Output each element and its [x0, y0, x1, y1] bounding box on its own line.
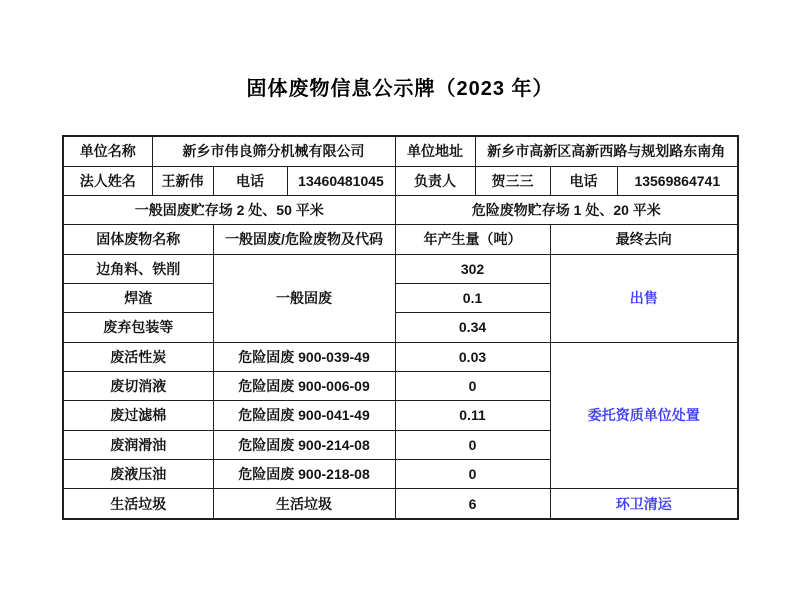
- legal-phone-value-cell: 13460481045: [287, 166, 395, 195]
- waste-category-header-cell: 一般固废/危险废物及代码: [213, 225, 395, 254]
- waste-name-cell: 废过滤棉: [63, 401, 213, 430]
- waste-category-cell: 危险固废 900-218-08: [213, 459, 395, 488]
- waste-amount-cell: 0: [395, 371, 550, 400]
- waste-name-cell: 废切消液: [63, 371, 213, 400]
- waste-name-cell: 废润滑油: [63, 430, 213, 459]
- waste-destination-header-cell: 最终去向: [550, 225, 738, 254]
- table-row: [63, 489, 738, 519]
- waste-destination-cell: 出售: [550, 254, 738, 342]
- table-row: [63, 254, 738, 283]
- waste-name-cell: 生活垃圾: [63, 489, 213, 519]
- legal-name-label-cell: 法人姓名: [63, 166, 152, 195]
- table-row: [63, 342, 738, 371]
- unit-addr-label-cell: 单位地址: [395, 136, 475, 166]
- waste-name-cell: 废液压油: [63, 459, 213, 488]
- waste-category-cell: 危险固废 900-006-09: [213, 371, 395, 400]
- manager-phone-value-cell: 13569864741: [617, 166, 738, 195]
- waste-amount-cell: 0: [395, 459, 550, 488]
- waste-category-cell: 危险固废 900-039-49: [213, 342, 395, 371]
- waste-name-cell: 边角料、铁削: [63, 254, 213, 283]
- unit-info-row: [63, 136, 738, 166]
- contact-info-row: [63, 166, 738, 195]
- waste-amount-header-cell: 年产生量（吨）: [395, 225, 550, 254]
- waste-name-cell: 废活性炭: [63, 342, 213, 371]
- waste-category-cell: 一般固废: [213, 254, 395, 342]
- waste-category-cell: 危险固废 900-041-49: [213, 401, 395, 430]
- storage-info-row: [63, 195, 738, 224]
- waste-amount-cell: 302: [395, 254, 550, 283]
- waste-name-cell: 废弃包装等: [63, 313, 213, 342]
- waste-category-cell: 危险固废 900-214-08: [213, 430, 395, 459]
- waste-name-cell: 焊渣: [63, 283, 213, 312]
- page-title: 固体废物信息公示牌（2023 年）: [246, 78, 554, 100]
- manager-phone-label-cell: 电话: [550, 166, 617, 195]
- waste-category-cell: 生活垃圾: [213, 489, 395, 519]
- waste-name-header-cell: 固体废物名称: [63, 225, 213, 254]
- waste-destination-cell: 委托资质单位处置: [550, 342, 738, 489]
- general-storage-cell: 一般固废贮存场 2 处、50 平米: [63, 195, 395, 224]
- legal-phone-label-cell: 电话: [213, 166, 287, 195]
- waste-header-row: [63, 225, 738, 254]
- waste-amount-cell: 0.34: [395, 313, 550, 342]
- waste-amount-cell: 6: [395, 489, 550, 519]
- unit-addr-value-cell: 新乡市高新区高新西路与规划路东南角: [475, 136, 738, 166]
- manager-name-value-cell: 贺三三: [475, 166, 550, 195]
- waste-destination-cell: 环卫清运: [550, 489, 738, 519]
- manager-label-cell: 负责人: [395, 166, 475, 195]
- legal-name-value-cell: 王新伟: [152, 166, 213, 195]
- waste-amount-cell: 0.11: [395, 401, 550, 430]
- waste-amount-cell: 0.03: [395, 342, 550, 371]
- unit-name-value-cell: 新乡市伟良筛分机械有限公司: [152, 136, 395, 166]
- unit-name-label-cell: 单位名称: [63, 136, 152, 166]
- hazard-storage-cell: 危险废物贮存场 1 处、20 平米: [395, 195, 738, 224]
- waste-info-table: [62, 135, 739, 520]
- waste-amount-cell: 0: [395, 430, 550, 459]
- waste-amount-cell: 0.1: [395, 283, 550, 312]
